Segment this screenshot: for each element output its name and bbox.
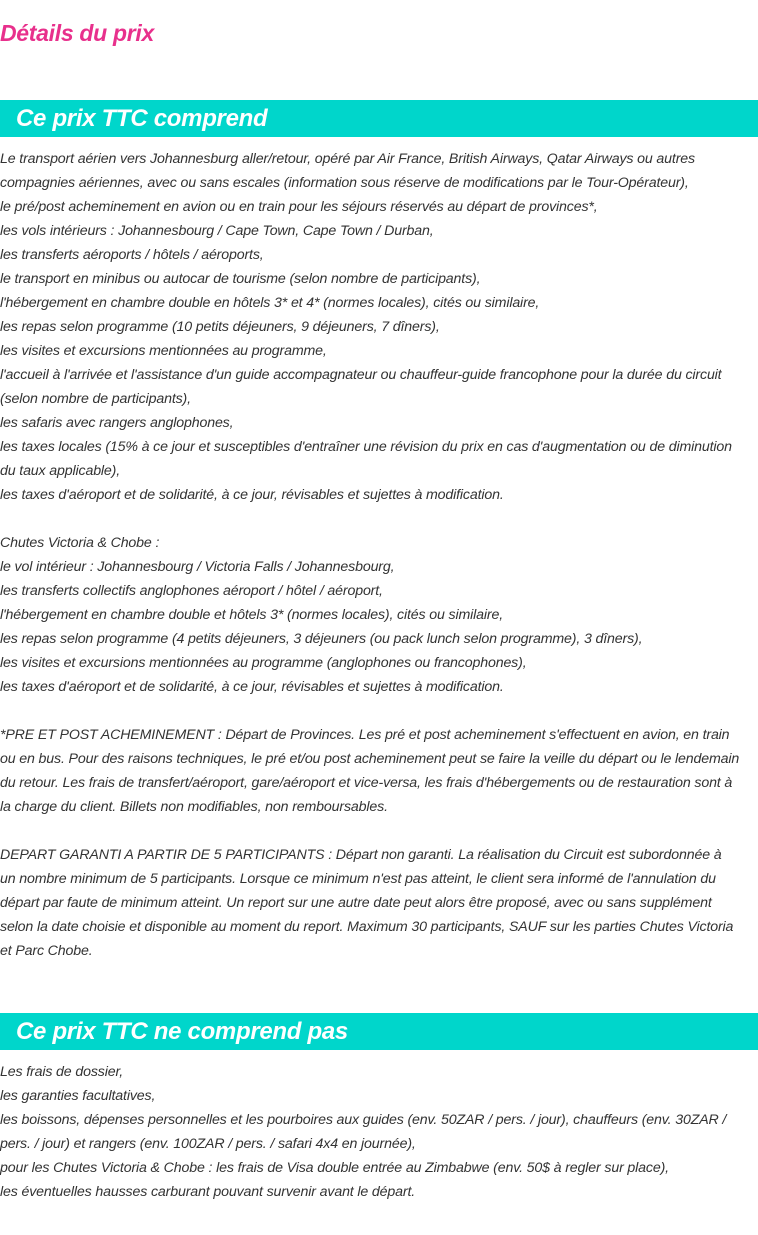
text-line: le transport en minibus ou autocar de tourisme (selon nombre de participants), (0, 271, 481, 287)
text-line: les vols intérieurs : Johannesbourg / Cape Town, Cape Town / Durban, (0, 223, 434, 239)
paragraph-gap (0, 699, 758, 723)
text-line: les transferts aéroports / hôtels / aéroports, (0, 247, 264, 263)
text-line: les visites et excursions mentionnées au programme (anglophones ou francophones), (0, 655, 527, 671)
text-line: DEPART GARANTI A PARTIR DE 5 PARTICIPANTS : Départ non garanti. La réalisation du Circuit est subordonnée à (0, 847, 722, 863)
text-line: les taxes d'aéroport et de solidarité, à ce jour, révisables et sujettes à modification. (0, 487, 504, 503)
text-line: les taxes locales (15% à ce jour et susceptibles d'entraîner une révision du prix en cas d'augmentation ou de diminution (0, 439, 732, 455)
text-line: *PRE ET POST ACHEMINEMENT : Départ de Provinces. Les pré et post acheminement s'effectuent en avion, en train (0, 727, 730, 743)
text-line: l'accueil à l'arrivée et l'assistance d'un guide accompagnateur ou chauffeur-guide francophone pour la durée du circuit (0, 367, 722, 383)
text-line: du retour. Les frais de transfert/aéroport, gare/aéroport et vice-versa, les frais d'hébergements ou de restauration sont à (0, 775, 733, 791)
text-line: départ par faute de minimum atteint. Un report sur une autre date peut alors être proposé, avec ou sans supplément (0, 895, 712, 911)
excludes-content (0, 1060, 758, 1204)
excludes-heading: Ce prix TTC ne comprend pas (16, 1018, 348, 1045)
text-line: l'hébergement en chambre double en hôtels 3* et 4* (normes locales), cités ou similaire, (0, 295, 540, 311)
includes-heading: Ce prix TTC comprend (16, 105, 268, 132)
text-line: compagnies aériennes, avec ou sans escales (information sous réserve de modifications par le Tour-Opérateur), (0, 175, 689, 191)
excludes-list (0, 1060, 758, 1204)
text-line: Les frais de dossier, (0, 1064, 124, 1080)
excludes-heading-bar (0, 1013, 758, 1050)
text-line: les visites et excursions mentionnées au programme, (0, 343, 327, 359)
includes-content (0, 147, 758, 963)
text-line: les repas selon programme (4 petits déjeuners, 3 déjeuners (ou pack lunch selon programme), 3 dîners), (0, 631, 643, 647)
text-line: le vol intérieur : Johannesbourg / Victoria Falls / Johannesbourg, (0, 559, 395, 575)
text-line: les éventuelles hausses carburant pouvant survenir avant le départ. (0, 1184, 416, 1200)
paragraph-gap (0, 507, 758, 531)
includes-heading-bar (0, 100, 758, 137)
text-line: les taxes d'aéroport et de solidarité, à ce jour, révisables et sujettes à modification. (0, 679, 504, 695)
text-line: l'hébergement en chambre double et hôtels 3* (normes locales), cités ou similaire, (0, 607, 503, 623)
victoria-chobe-list (0, 531, 758, 699)
text-line: le pré/post acheminement en avion ou en train pour les séjours réservés au départ de provinces*, (0, 199, 598, 215)
text-line: et Parc Chobe. (0, 943, 93, 959)
page-title: Détails du prix (0, 20, 154, 46)
text-line: Chutes Victoria & Chobe : (0, 535, 160, 551)
depart-garanti-paragraph (0, 843, 758, 963)
text-line: selon la date choisie et disponible au moment du report. Maximum 30 participants, SAUF sur les parties Chutes Victoria (0, 919, 734, 935)
text-line: pour les Chutes Victoria & Chobe : les frais de Visa double entrée au Zimbabwe (env. 50$ à regler sur place), (0, 1160, 669, 1176)
includes-list (0, 147, 758, 507)
text-line: les repas selon programme (10 petits déjeuners, 9 déjeuners, 7 dîners), (0, 319, 440, 335)
paragraph-gap (0, 819, 758, 843)
text-line: les transferts collectifs anglophones aéroport / hôtel / aéroport, (0, 583, 383, 599)
text-line: les garanties facultatives, (0, 1088, 156, 1104)
text-line: les safaris avec rangers anglophones, (0, 415, 234, 431)
text-line: du taux applicable), (0, 463, 121, 479)
text-line: pers. / jour) et rangers (env. 100ZAR / pers. / safari 4x4 en journée), (0, 1136, 416, 1152)
text-line: les boissons, dépenses personnelles et les pourboires aux guides (env. 50ZAR / pers. / jour), chauffeurs (env. 30ZAR / (0, 1112, 727, 1128)
acheminement-paragraph (0, 723, 758, 819)
text-line: Le transport aérien vers Johannesburg aller/retour, opéré par Air France, British Airways, Qatar Airways ou autres (0, 151, 695, 167)
text-line: (selon nombre de participants), (0, 391, 191, 407)
text-line: ou en bus. Pour des raisons techniques, le pré et/ou post acheminement peut se faire la veille du départ ou le lendemain (0, 751, 740, 767)
text-line: la charge du client. Billets non modifiables, non remboursables. (0, 799, 388, 815)
text-line: un nombre minimum de 5 participants. Lorsque ce minimum n'est pas atteint, le client sera informé de l'annulation du (0, 871, 716, 887)
